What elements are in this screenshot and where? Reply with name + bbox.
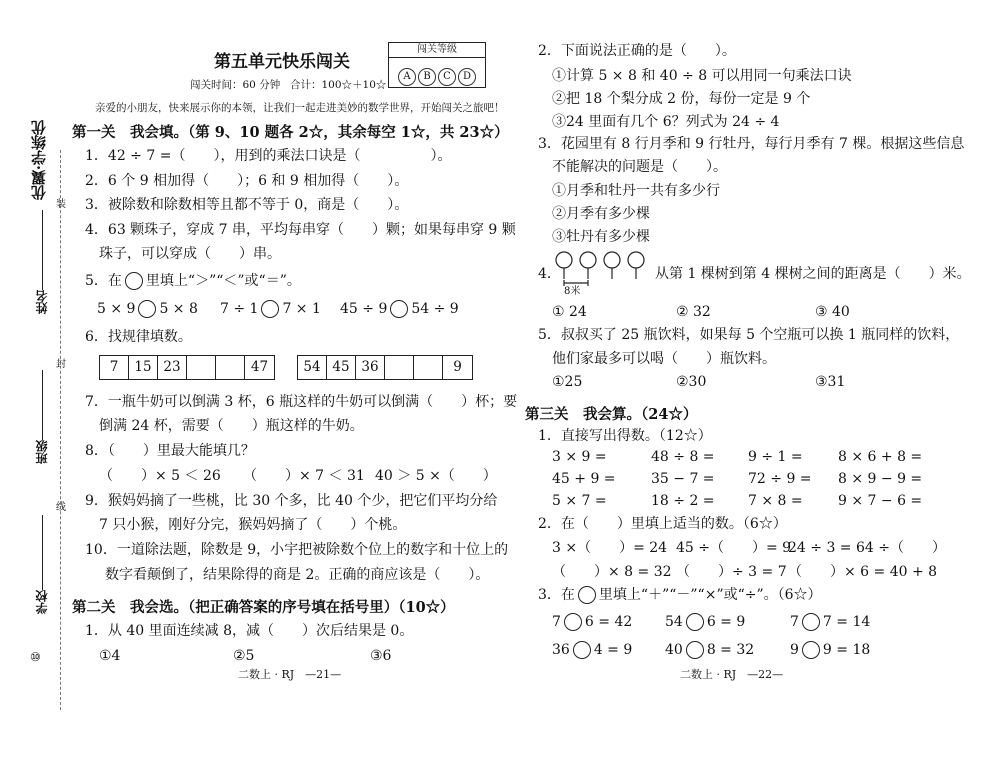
name-line[interactable] [42, 210, 43, 290]
answer-circle[interactable] [261, 300, 279, 318]
seq-cell-blank[interactable] [187, 356, 216, 379]
op-item: 40 8 = 32 [665, 642, 755, 658]
answer-circle[interactable] [564, 613, 582, 631]
section-1-title: 第一关 我会填。（第 9、10 题各 2☆，其余每空 1☆，共 23☆） [72, 124, 509, 141]
seq-cell: 47 [250, 359, 269, 375]
time-label: 闯关时间：60 分钟 [190, 79, 281, 91]
s1-q5-item-2: 7 ÷ 1 7 × 1 [220, 301, 321, 317]
s1-q7a: 7．一瓶牛奶可以倒满 3 杯，6 瓶这样的牛奶可以倒满（ ）杯；要 [85, 394, 518, 410]
s1-q9b: 7 只小猴，刚好分完，猴妈妈摘了（ ）个桃。 [99, 517, 407, 533]
answer-circle[interactable] [802, 613, 820, 631]
s1-q4b: 珠子，可以穿成（ ）串。 [99, 246, 281, 262]
calc-item[interactable]: 9 ÷ 1 = [748, 449, 803, 465]
calc-item[interactable]: 45 + 9 = [552, 471, 616, 487]
corner-mark: ⑩ [30, 650, 41, 664]
s2-q3b: 不能解决的问题是（ ）。 [552, 159, 727, 175]
s2-q2-opt-1[interactable]: ①计算 5 × 8 和 40 ÷ 8 可以用同一句乘法口诀 [552, 68, 852, 84]
calc-item[interactable]: 72 ÷ 9 = [748, 471, 812, 487]
s1-q2: 2．6 个 9 相加得（ ）；6 和 9 相加得（ ）。 [85, 173, 409, 189]
s1-q8-item-2: （ ）× 7 ＜ 31 [243, 468, 365, 484]
operator-circle-icon [578, 586, 596, 604]
answer-circle[interactable] [573, 641, 591, 659]
class-line[interactable] [42, 370, 43, 440]
seq-cell: 9 [453, 359, 462, 375]
sequence-box-1 [99, 355, 275, 380]
level-badge-title: 闯关等级 [389, 43, 485, 58]
op-item: 54 6 = 9 [665, 614, 746, 630]
s2-q4-opt-3[interactable]: ③ 40 [815, 304, 850, 320]
s2-q5-opt-3[interactable]: ③31 [815, 374, 846, 390]
s1-q10b: 数字看颠倒了，结果除得的商是 2。正确的商应该是（ ）。 [105, 567, 490, 583]
level-d-icon[interactable]: D [458, 68, 476, 86]
seq-cell: 23 [158, 356, 187, 379]
s3-q2: 2．在（ ）里填上适当的数。（6☆） [538, 516, 787, 532]
fill-item[interactable]: 24 ÷ 3 = 64 ÷（ ） [788, 540, 946, 556]
calc-item[interactable]: 48 ÷ 8 = [651, 449, 715, 465]
s2-q4-opt-1[interactable]: ① 24 [552, 304, 587, 320]
s1-q4a: 4．63 颗珠子，穿成 7 串，平均每串穿（ ）颗；如果每串穿 9 颗 [85, 222, 516, 238]
s2-q3a: 3．花园里有 8 行月季和 9 行牡丹，每行月季有 7 棵。根据这些信息 [538, 136, 965, 152]
binding-line [60, 150, 61, 710]
seq-cell: 45 [327, 356, 356, 379]
level-c-icon[interactable]: C [438, 68, 456, 86]
s2-q3-opt-1[interactable]: ①月季和牡丹一共有多少行 [552, 183, 720, 199]
s1-q10a: 10．一道除法题，除数是 9，小宇把被除数个位上的数字和十位上的 [85, 542, 509, 558]
op-item: 36 4 = 9 [552, 642, 633, 658]
s2-q2-opt-3[interactable]: ③24 里面有几个 6？列式为 24 ÷ 4 [552, 114, 780, 130]
fill-item[interactable]: 45 ÷（ ）= 9 [676, 540, 792, 556]
sequence-box-2 [297, 355, 473, 380]
calc-item[interactable]: 9 × 7 − 6 = [838, 493, 923, 509]
s2-q4-number: 4． [538, 266, 561, 282]
fill-item[interactable]: （ ）× 6 = 40 + 8 [788, 564, 938, 580]
calc-item[interactable]: 5 × 7 = [552, 493, 607, 509]
tree-icon [556, 252, 644, 286]
s1-q7b: 倒满 24 杯，需要（ ）瓶这样的牛奶。 [99, 418, 364, 434]
calc-item[interactable]: 3 × 9 = [552, 449, 607, 465]
s1-q5-item-1: 5 × 9 5 × 8 [97, 301, 198, 317]
seq-cell: 7 [100, 356, 129, 379]
answer-circle[interactable] [686, 641, 704, 659]
calc-item[interactable]: 8 × 6 + 8 = [838, 449, 923, 465]
page-title: 第五单元快乐闯关 [214, 52, 350, 72]
s2-q1-opt-2[interactable]: ②5 [233, 648, 255, 664]
seq-cell-blank[interactable] [216, 356, 245, 379]
seq-cell-blank[interactable] [414, 356, 443, 379]
section-2-title: 第二关 我会选。（把正确答案的序号填在括号里）（10☆） [72, 599, 455, 616]
s2-q5-opt-1[interactable]: ①25 [552, 374, 583, 390]
s2-q5b: 他们家最多可以喝（ ）瓶饮料。 [552, 351, 776, 367]
class-label: 班级 [35, 440, 49, 464]
answer-circle[interactable] [138, 300, 156, 318]
answer-circle[interactable] [686, 613, 704, 631]
score-label: 合计：100☆＋10☆ [290, 79, 387, 91]
s2-q4-opt-2[interactable]: ② 32 [676, 304, 711, 320]
school-label: 学校 [35, 590, 49, 614]
footer-right: 二数上 · RJ —22— [680, 668, 784, 681]
s2-q2-opt-2[interactable]: ②把 18 个梨分成 2 份，每份一定是 9 个 [552, 91, 811, 107]
s2-q2: 2．下面说法正确的是（ ）。 [538, 43, 736, 59]
s1-q3: 3．被除数和除数相等且都不等于 0，商是（ ）。 [85, 197, 409, 213]
s1-q8-item-3: 40 ＞ 5 ×（ ） [375, 468, 497, 484]
s2-q1-opt-1[interactable]: ①4 [99, 648, 121, 664]
s3-q3: 3．在 里填上“＋”“－”“×”或“÷”。（6☆） [538, 587, 822, 603]
answer-circle[interactable] [390, 300, 408, 318]
s2-q5a: 5．叔叔买了 25 瓶饮料，如果每 5 个空瓶可以换 1 瓶同样的饮料， [538, 327, 960, 343]
fill-item[interactable]: （ ）× 8 = 32 [552, 564, 672, 580]
line-mark: 线 [56, 502, 66, 513]
tree-distance-label: 8米 [564, 286, 581, 297]
intro-text: 亲爱的小朋友，快来展示你的本领，让我们一起走进美妙的数学世界，开始闯关之旅吧！ [95, 102, 505, 114]
s2-q3-opt-2[interactable]: ②月季有多少棵 [552, 206, 650, 222]
s2-q1: 1．从 40 里面连续减 8，减（ ）次后结果是 0。 [85, 623, 414, 639]
level-a-icon[interactable]: A [398, 68, 416, 86]
s2-q5-opt-2[interactable]: ②30 [676, 374, 707, 390]
calc-item[interactable]: 18 ÷ 2 = [651, 493, 715, 509]
name-label: 姓名 [35, 290, 49, 314]
seq-cell: 15 [129, 356, 158, 379]
fill-item[interactable]: 3 ×（ ）= 24 [552, 540, 668, 556]
calc-item[interactable]: 35 − 7 = [651, 471, 715, 487]
s1-q9a: 9．猴妈妈摘了一些桃，比 30 个多，比 40 个少，把它们平均分给 [85, 493, 498, 509]
seq-cell: 54 [298, 356, 327, 379]
fill-item[interactable]: （ ）÷ 3 = 7 [676, 564, 787, 580]
calc-item[interactable]: 8 × 9 − 9 = [838, 471, 923, 487]
s1-q5: 5．在 里填上“＞”“＜”或“＝”。 [85, 273, 301, 289]
s2-q4: 从第 1 棵树到第 4 棵树之间的距离是（ ）米。 [655, 266, 971, 282]
calc-item[interactable]: 7 × 8 = [748, 493, 803, 509]
op-item: 9 9 = 18 [790, 642, 871, 658]
s1-q5-item-3: 45 ÷ 9 54 ÷ 9 [340, 301, 459, 317]
fold-mark: 装 [56, 199, 66, 210]
op-item: 7 6 = 42 [552, 614, 633, 630]
s3-q1: 1．直接写出得数。（12☆） [538, 428, 712, 444]
s1-q6: 6．找规律填数。 [85, 329, 192, 345]
seq-cell-blank[interactable] [385, 356, 414, 379]
s1-q8: 8．（ ）里最大能填几？ [85, 443, 255, 459]
seal-mark: 封 [56, 359, 66, 370]
s1-q8-item-1: （ ）× 5 ＜ 26 [99, 468, 221, 484]
compare-circle-icon [125, 272, 143, 290]
section-3-title: 第三关 我会算。（24☆） [525, 406, 698, 423]
school-line[interactable] [42, 515, 43, 590]
brand-logo: 优翼·学练优 [30, 120, 48, 201]
footer-left: 二数上 · RJ —21— [238, 668, 342, 681]
s2-q3-opt-3[interactable]: ③牡丹有多少棵 [552, 229, 650, 245]
answer-circle[interactable] [802, 641, 820, 659]
seq-cell: 36 [356, 356, 385, 379]
s2-q1-opt-3[interactable]: ③6 [370, 648, 392, 664]
op-item: 7 7 = 14 [790, 614, 871, 630]
s1-q1: 1．42 ÷ 7 =（ ），用到的乘法口诀是（ ）。 [85, 148, 452, 164]
level-b-icon[interactable]: B [418, 68, 436, 86]
level-badge [388, 42, 486, 88]
